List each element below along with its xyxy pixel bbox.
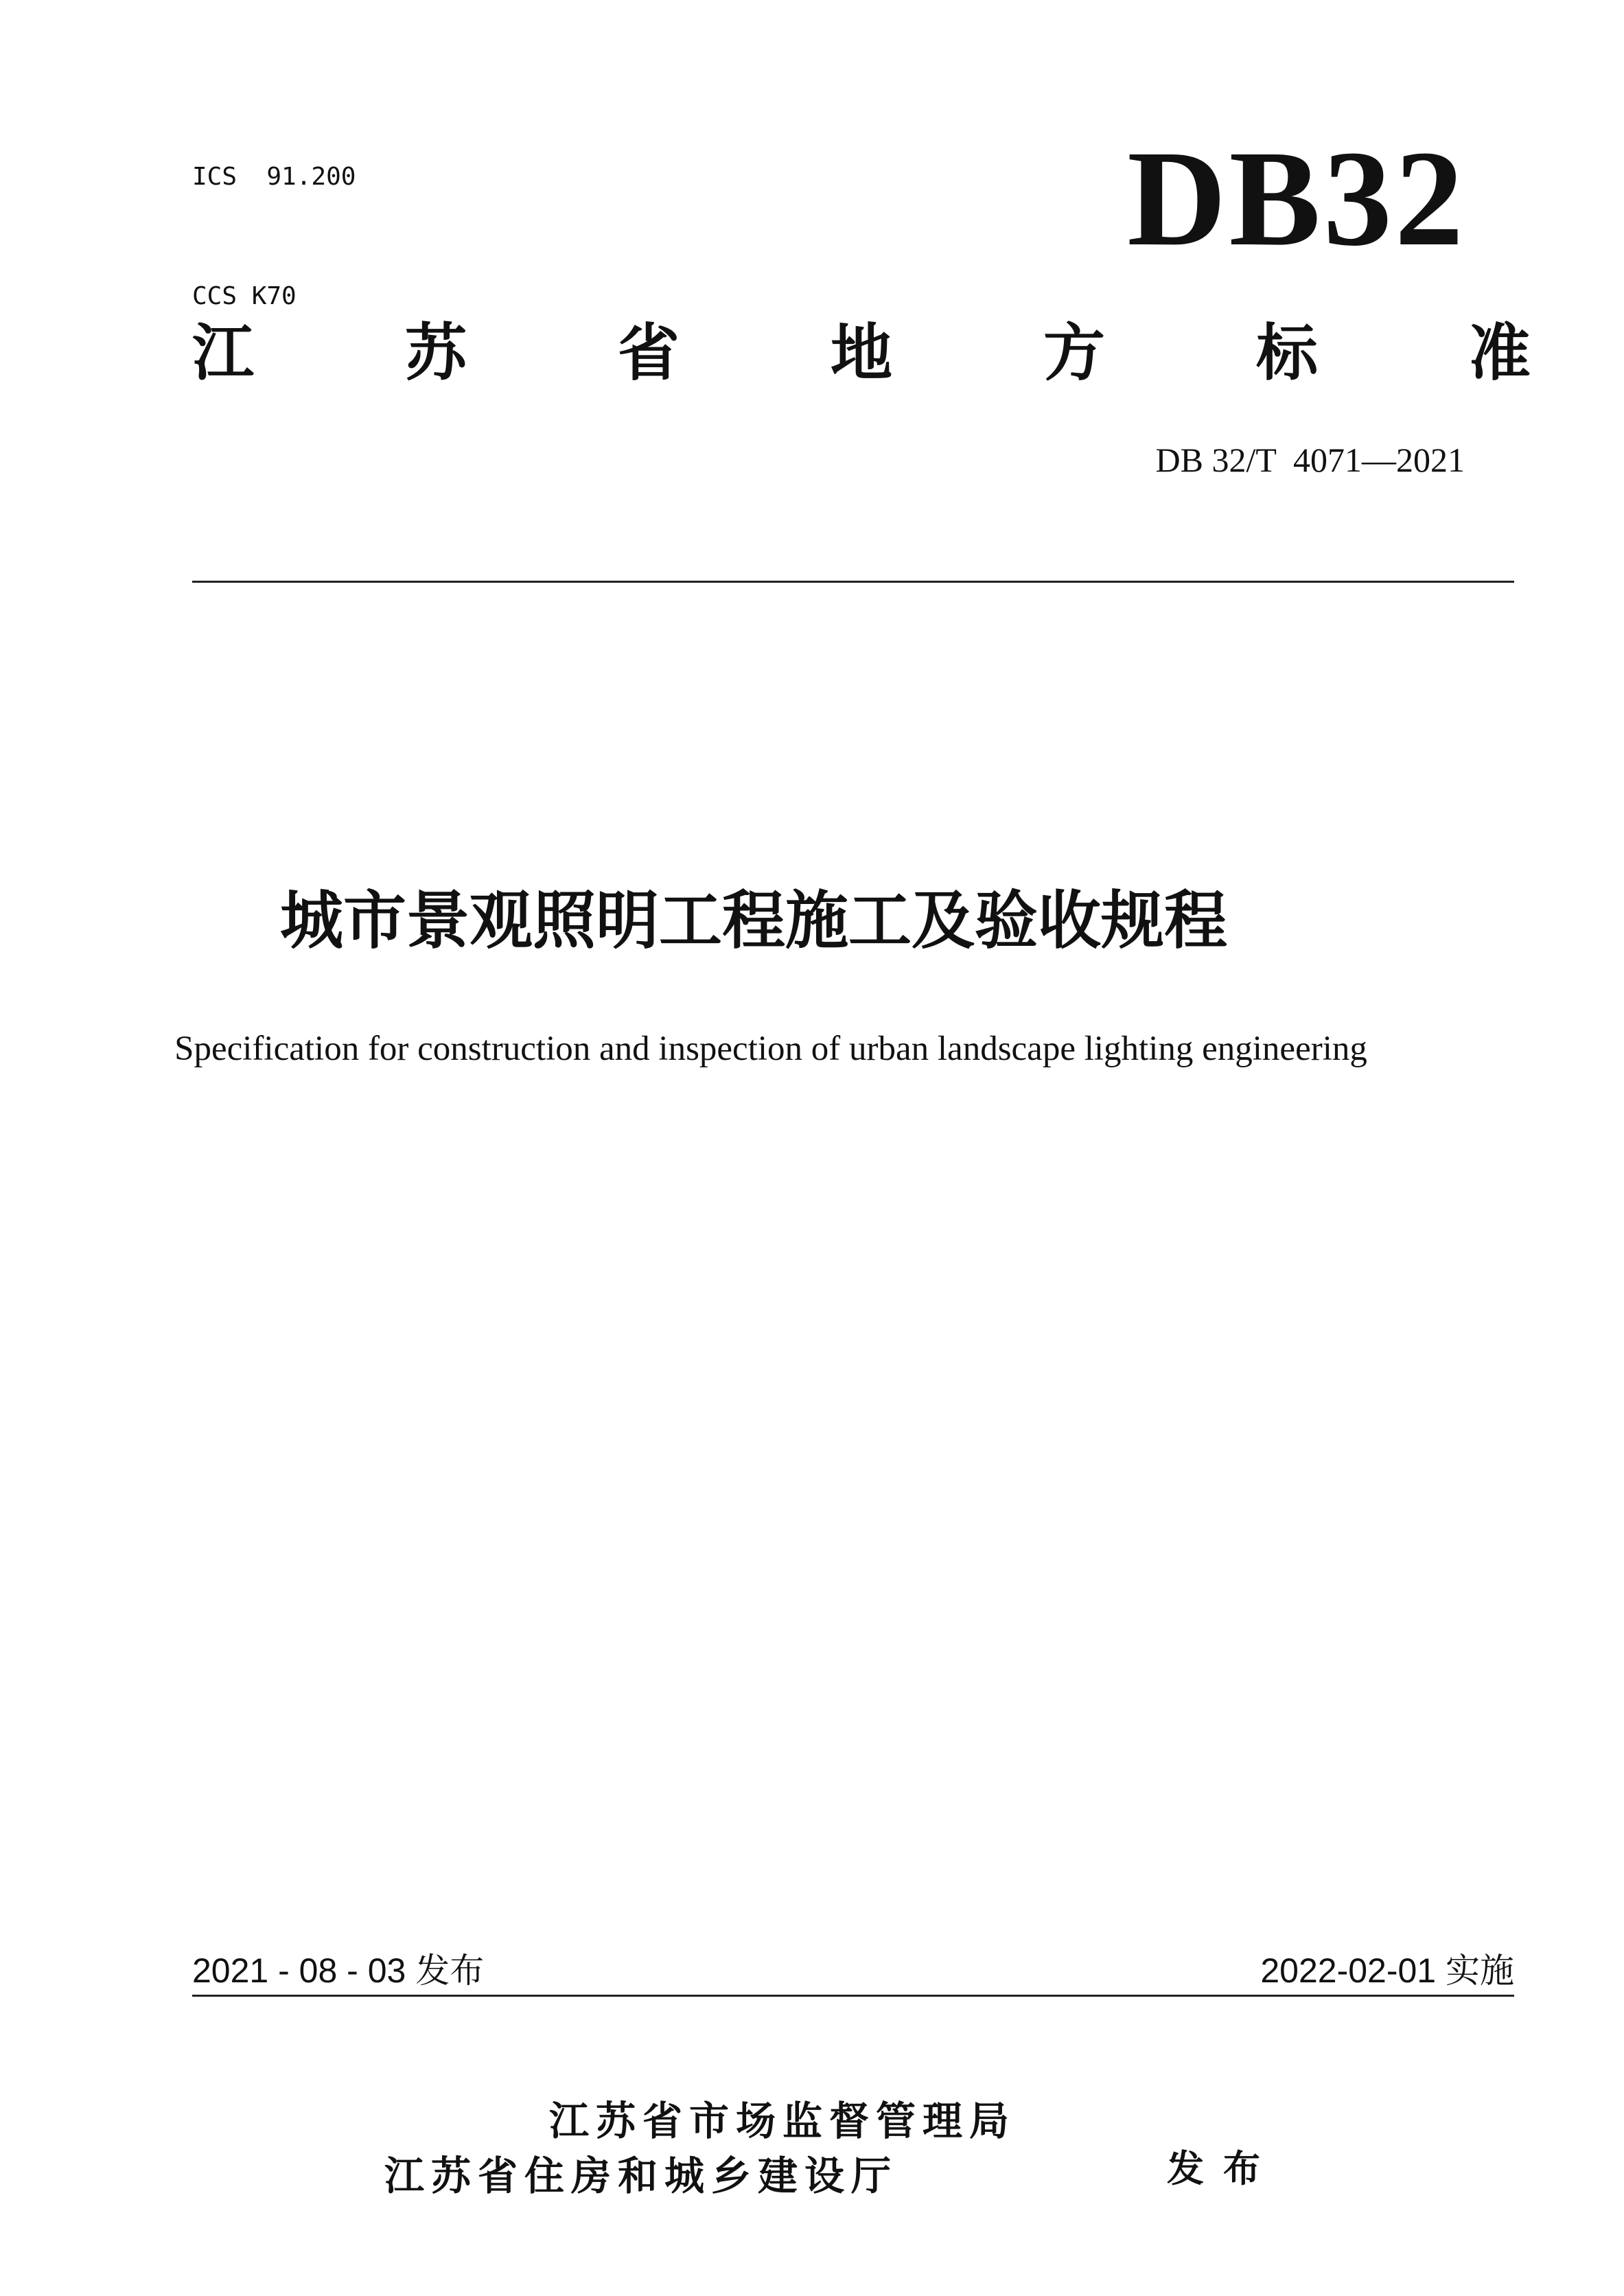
date-divider: [192, 1995, 1514, 1997]
issuing-authority-housing-construction: 江苏省住房和城乡建设厅: [384, 2153, 898, 2199]
standard-type-char: 江: [192, 317, 254, 389]
issuing-authority-market-regulation: 江苏省市场监督管理局: [549, 2098, 1017, 2144]
issue-date-block: [192, 1949, 484, 1992]
top-divider: [192, 581, 1514, 583]
effective-label: 实施: [1446, 1951, 1514, 1991]
document-title-chinese: 城市景观照明工程施工及验收规程: [279, 884, 1227, 958]
effective-date-block: [1260, 1949, 1514, 1992]
standard-code: DB 32/T 4071—2021: [1155, 441, 1465, 479]
publish-label: 发布: [1167, 2147, 1279, 2190]
ics-code: ICS 91.200: [192, 163, 356, 191]
standard-type-char: 地: [831, 317, 892, 389]
ccs-code: CCS K70: [192, 282, 297, 310]
document-title-english: Specification for construction and inspection of urban landscape lighting engineering: [174, 1030, 1367, 1068]
issuing-authorities: [384, 2094, 1016, 2203]
effective-date: 2022-02-01: [1260, 1951, 1446, 1990]
standard-type-char: 方: [1043, 317, 1105, 389]
standard-type-char: 省: [618, 317, 680, 389]
standard-type-char: 准: [1469, 317, 1531, 389]
standard-type-heading: [192, 316, 1531, 391]
standard-type-char: 标: [1256, 317, 1318, 389]
standard-type-char: 苏: [405, 317, 467, 389]
standard-logo: DB32: [1127, 123, 1466, 275]
issue-label: 发布: [415, 1951, 485, 1991]
issue-date: 2021 - 08 - 03: [192, 1951, 416, 1990]
